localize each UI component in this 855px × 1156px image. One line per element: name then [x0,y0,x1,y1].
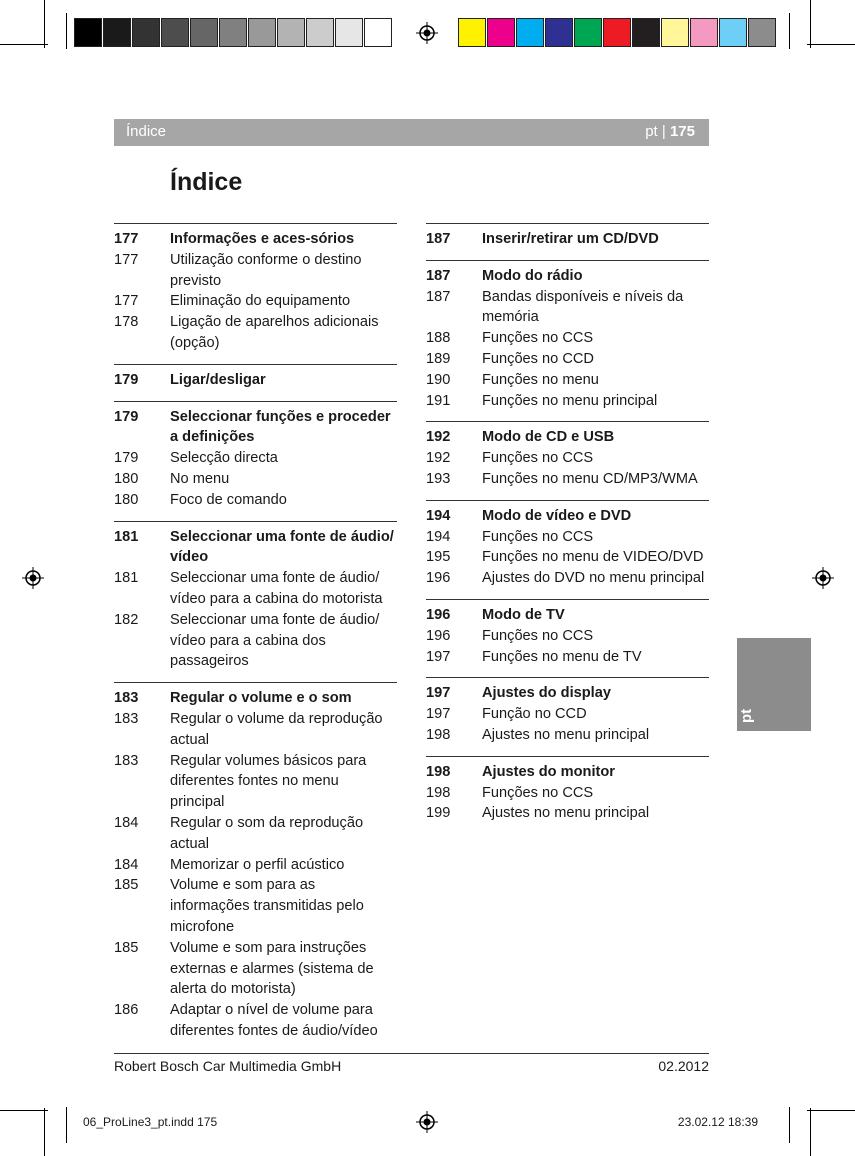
toc-page-number: 183 [114,710,139,727]
toc-page-number: 195 [426,549,451,566]
toc-page-number: 197 [426,648,451,665]
footer-rule [114,1053,709,1054]
toc-section [426,223,709,250]
toc-entry [114,469,397,490]
running-header [114,119,709,146]
toc-heading-text: Inserir/retirar um CD/DVD [482,231,659,247]
color-swatch [458,18,486,47]
toc-section-heading [114,229,397,250]
toc-section-heading [114,688,397,709]
toc-entry-text: Utilização conforme o destino previsto [170,251,362,289]
toc-page-number: 179 [114,408,139,425]
toc-entry-text: Funções no CCS [482,450,594,467]
color-swatch [516,18,544,47]
toc-page-number: 180 [114,491,139,508]
toc-page-number: 182 [114,611,139,628]
toc-entry [426,287,709,329]
toc-page-number: 187 [426,231,451,247]
toc-section-heading [426,506,709,527]
toc-entry [114,938,397,1000]
toc-entry [114,610,397,672]
toc-section-heading [426,427,709,448]
color-swatch [161,18,189,47]
toc-page-number: 177 [114,293,139,310]
color-swatch [190,18,218,47]
toc-page-number: 181 [114,528,139,545]
page-title: Índice [170,168,243,196]
toc-section [426,756,709,824]
header-title: Índice [126,123,167,140]
toc-page-number: 196 [426,627,451,644]
color-swatch [661,18,689,47]
toc-entry-text: Volume e som para instruções externas e alarmes (sistema de alerta do motorista) [170,939,374,998]
toc-entry [114,813,397,855]
toc-heading-text: Ajustes do monitor [482,763,615,780]
toc-entry [426,704,709,725]
toc-section-heading [114,370,397,391]
toc-entry-text: Ajustes no menu principal [482,805,650,822]
toc-heading-text: Modo de TV [482,606,565,623]
toc-page-number: 189 [426,350,451,367]
toc-entry [426,328,709,349]
toc-heading-text: Modo do rádio [482,267,583,284]
toc-page-number: 197 [426,685,451,702]
toc-entry [426,370,709,391]
toc-section-heading [426,605,709,626]
toc-entry [114,875,397,937]
toc-entry [426,391,709,412]
toc-heading-text: Ligar/desligar [170,371,266,388]
toc-page-number: 196 [426,570,451,587]
toc-entry-text: No menu [170,470,230,487]
slug-timestamp: 23.02.12 18:39 [677,1115,758,1129]
toc-heading-text: Modo de CD e USB [482,429,615,446]
toc-page-number: 184 [114,814,139,831]
color-swatch [219,18,247,47]
toc-entry [114,709,397,751]
slug-filename: 06_ProLine3_pt.indd 175 [83,1115,218,1129]
toc-page-number: 187 [426,267,451,284]
toc-section-heading [114,407,397,449]
toc-entry-text: Ajustes do DVD no menu principal [482,570,705,587]
toc-page-number: 179 [114,450,139,467]
toc-entry [114,1000,397,1042]
toc-page-number: 187 [426,288,451,305]
toc-entry-text: Funções no CCD [482,350,594,367]
toc-section-heading [426,762,709,783]
toc-section-heading [426,683,709,704]
toc-section [114,521,397,673]
toc-heading-text: Ajustes do display [482,685,611,702]
toc-section [426,599,709,667]
toc-entry [426,469,709,490]
toc-section-heading [426,266,709,287]
toc-entry-text: Volume e som para as informações transmitidas pelo microfone [170,877,364,935]
toc-entry [114,312,397,354]
toc-page-number: 198 [426,763,451,780]
toc-entry-text: Seleccionar uma fonte de áudio/ vídeo para a cabina do motorista [170,570,383,607]
toc-page-number: 181 [114,570,139,587]
color-swatch [74,18,102,47]
toc-heading-text: Seleccionar funções e proceder a definições [170,408,391,446]
toc-page-number: 196 [426,606,451,623]
toc-page-number: 180 [114,470,139,487]
toc-entry [426,349,709,370]
footer-company: Robert Bosch Car Multimedia GmbH [114,1058,342,1074]
color-swatch [487,18,515,47]
color-swatch [690,18,718,47]
toc-page-number: 184 [114,856,139,873]
toc-entry [426,527,709,548]
toc-page-number: 183 [114,752,139,769]
color-swatch [335,18,363,47]
toc-page-number: 194 [426,507,451,524]
toc-entry [114,855,397,876]
toc-entry-text: Memorizar o perfil acústico [170,856,345,873]
side-tab-label: pt [738,708,755,723]
toc-heading-text: Seleccionar uma fonte de áudio/ vídeo [170,528,394,566]
toc-page-number: 198 [426,726,451,743]
toc-section [426,677,709,745]
toc-page-number: 186 [114,1002,139,1019]
toc-right-column [426,223,709,824]
footer-date: 02.2012 [658,1058,709,1074]
toc-entry [426,783,709,804]
toc-entry-text: Funções no CCS [482,627,594,644]
color-swatch [103,18,131,47]
toc-entry-text: Funções no CCS [482,330,594,347]
toc-entry [426,803,709,824]
registration-mark-icon [416,1111,438,1133]
toc-left-column [114,223,397,1042]
toc-entry [114,448,397,469]
header-page-number [645,123,695,140]
toc-page-number: 183 [114,690,139,707]
toc-section-heading [426,229,709,250]
color-swatch [277,18,305,47]
toc-section [114,223,397,354]
toc-entry-text: Funções no menu CD/MP3/WMA [482,470,698,487]
language-side-tab [737,638,811,731]
toc-entry-text: Funções no menu [482,371,599,388]
registration-mark-icon [416,22,438,44]
toc-entry-text: Bandas disponíveis e níveis da memória [482,288,684,326]
toc-page-number: 197 [426,706,451,723]
toc-entry [426,448,709,469]
toc-entry [114,568,397,610]
registration-mark-icon [812,567,834,589]
toc-page-number: 193 [426,470,451,487]
toc-entry [114,291,397,312]
toc-section [426,500,709,589]
toc-entry-text: Ajustes no menu principal [482,726,650,743]
toc-page-number: 177 [114,231,139,247]
toc-entry-text: Foco de comando [170,491,287,508]
toc-heading-text: Regular o volume e o som [170,690,352,707]
color-swatch [632,18,660,47]
toc-page-number: 190 [426,371,451,388]
toc-heading-text: Informações e aces-sórios [170,231,355,247]
toc-entry [114,490,397,511]
color-swatch [306,18,334,47]
toc-entry-text: Funções no CCS [482,784,594,801]
color-swatch [574,18,602,47]
color-swatch [603,18,631,47]
toc-section [426,421,709,489]
toc-entry [426,725,709,746]
toc-entry [426,547,709,568]
toc-page-number: 199 [426,805,451,822]
registration-mark-icon [22,567,44,589]
color-swatch [364,18,392,47]
color-swatch [748,18,776,47]
toc-section [114,364,397,391]
toc-entry-text: Funções no menu de VIDEO/DVD [482,549,704,566]
toc-section [114,401,397,511]
color-swatch [545,18,573,47]
page-number: 175 [669,123,695,140]
toc-page-number: 188 [426,330,451,347]
color-swatch [132,18,160,47]
toc-entry-text: Regular o som da reprodução actual [170,814,364,852]
toc-entry-text: Regular volumes básicos para diferentes fontes no menu principal [170,752,367,811]
toc-section [114,682,397,1042]
toc-page-number: 191 [426,392,451,409]
toc-entry [114,751,397,813]
toc-page-number: 177 [114,251,139,268]
toc-entry-text: Adaptar o nível de volume para diferentes fontes de áudio/vídeo [170,1002,378,1039]
toc-page-number: 192 [426,429,451,446]
toc-page-number: 194 [426,528,451,545]
header-separator: | [657,123,670,140]
toc-entry [426,626,709,647]
header-lang: pt [645,123,658,140]
toc-entry-text: Funções no menu principal [482,392,658,409]
toc-entry-text: Funções no CCS [482,528,594,545]
toc-entry [114,250,397,292]
toc-page-number: 185 [114,939,139,956]
toc-page-number: 198 [426,784,451,801]
toc-page-number: 192 [426,450,451,467]
toc-entry-text: Eliminação do equipamento [170,293,351,310]
color-swatch [248,18,276,47]
toc-entry-text: Funções no menu de TV [482,648,642,665]
toc-section [426,260,709,412]
toc-entry-text: Selecção directa [170,450,278,467]
toc-section-heading [114,527,397,569]
toc-entry [426,647,709,668]
toc-entry-text: Regular o volume da reprodução actual [170,710,383,748]
toc-page-number: 179 [114,371,139,388]
color-swatch [719,18,747,47]
toc-heading-text: Modo de vídeo e DVD [482,507,632,524]
toc-entry-text: Ligação de aparelhos adicionais (opção) [170,314,379,351]
toc-entry-text: Seleccionar uma fonte de áudio/ vídeo para a cabina dos passageiros [170,611,380,670]
toc-entry [426,568,709,589]
toc-page-number: 185 [114,877,139,894]
toc-page-number: 178 [114,314,139,331]
toc-entry-text: Função no CCD [482,706,587,723]
